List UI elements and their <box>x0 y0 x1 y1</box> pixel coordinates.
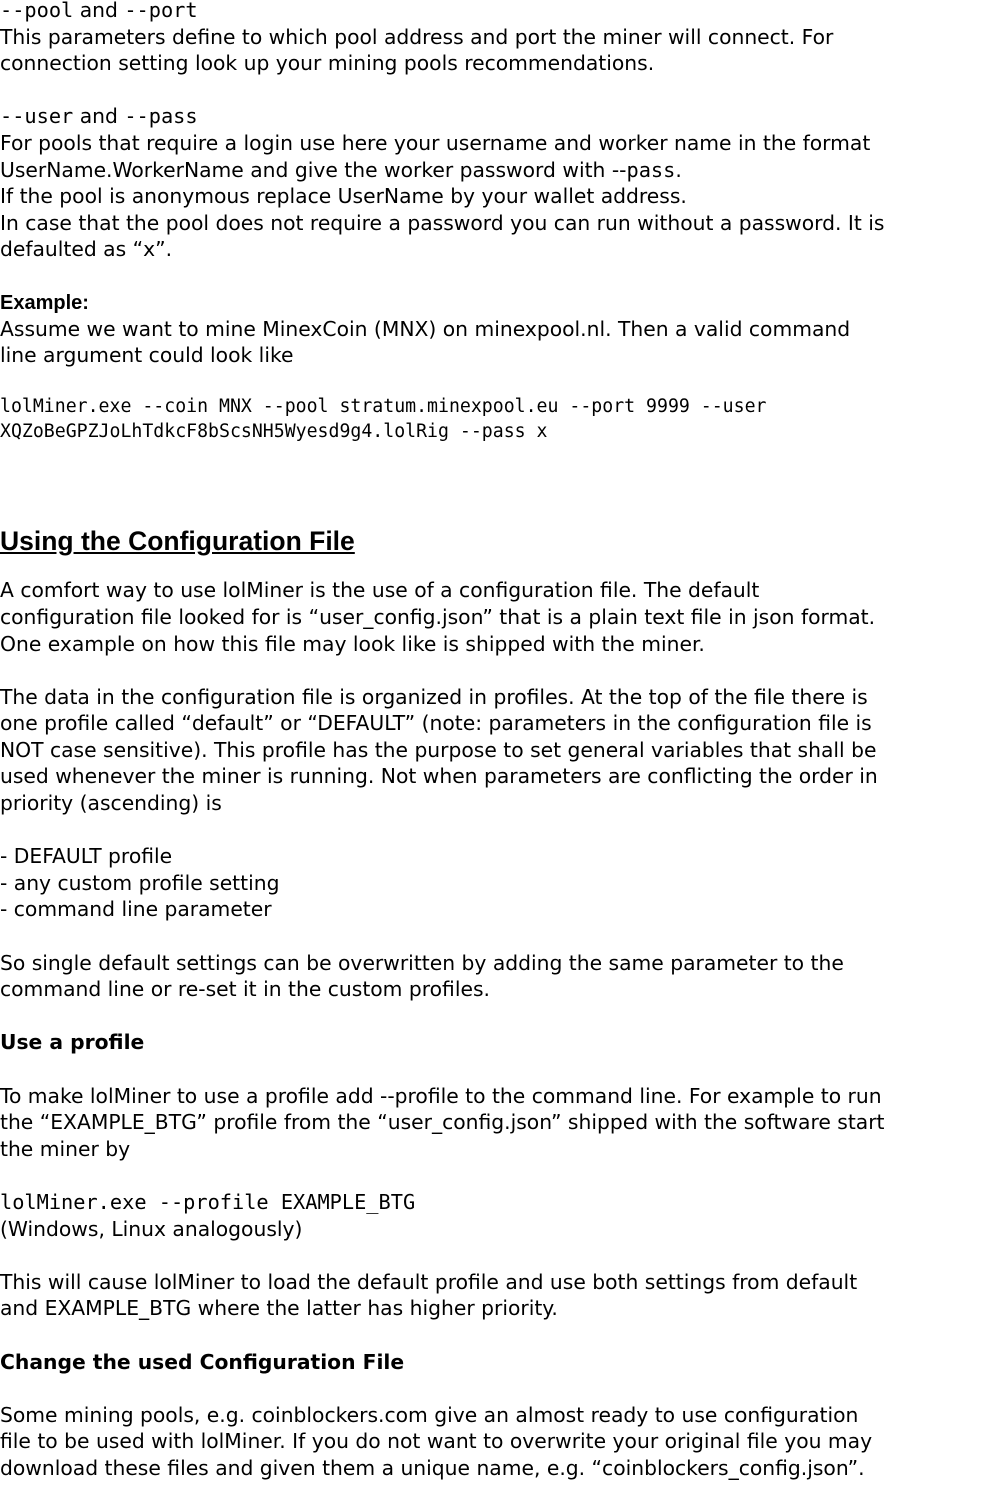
list-item: - command line parameter <box>0 897 272 922</box>
user-pass-desc-line: For pools that require a login use here your username and worker name in the format <box>0 130 871 155</box>
paragraph-line: download these files and given them a unique name, e.g. “coinblockers_config.json”. <box>0 1455 865 1480</box>
user-pass-desc-line: defaulted as “x”. <box>0 237 173 262</box>
paragraph-line: One example on how this file may look like is shipped with the miner. <box>0 631 705 656</box>
paragraph-line: So single default settings can be overwritten by adding the same parameter to the <box>0 950 844 975</box>
example-text-line: line argument could look like <box>0 343 294 368</box>
example-text-line: Assume we want to mine MinexCoin (MNX) on minexpool.nl. Then a valid command <box>0 316 851 341</box>
user-pass-desc-line: UserName.WorkerName and give the worker password with --pass. <box>0 157 682 182</box>
paragraph-line: command line or re-set it in the custom profiles. <box>0 977 490 1002</box>
pool-flag: --pool <box>0 0 74 22</box>
list-item: - any custom profile setting <box>0 870 280 895</box>
config-paragraph-3 <box>0 950 998 1003</box>
paragraph-line: This will cause lolMiner to load the default profile and use both settings from default <box>0 1269 858 1294</box>
port-flag: --port <box>124 0 198 22</box>
paragraph-line: The data in the configuration file is organized in profiles. At the top of the file there is <box>0 684 868 709</box>
user-pass-desc-line: If the pool is anonymous replace UserName by your wallet address. <box>0 184 687 209</box>
paragraph-line: and EXAMPLE_BTG where the latter has higher priority. <box>0 1296 558 1321</box>
paragraph-line: To make lolMiner to use a profile add --profile to the command line. For example to run <box>0 1083 882 1108</box>
pass-flag: --pass <box>124 104 198 129</box>
paragraph-line: one profile called “default” or “DEFAULT” (note: parameters in the configuration file is <box>0 711 872 736</box>
profile-paragraph-2 <box>0 1269 998 1322</box>
and-text: and <box>79 0 118 22</box>
paragraph-line: Some mining pools, e.g. coinblockers.com give an almost ready to use configuration <box>0 1402 859 1427</box>
pass-inline-code: pass <box>626 157 676 182</box>
paragraph-line: configuration file looked for is “user_config.json” that is a plain text file in json format. <box>0 604 876 629</box>
user-pass-term <box>0 103 998 130</box>
paragraph-line: the “EXAMPLE_BTG” profile from the “user_config.json” shipped with the software start <box>0 1110 885 1135</box>
user-flag: --user <box>0 104 74 129</box>
example-label: Example: <box>0 291 89 314</box>
paragraph-line: the miner by <box>0 1136 131 1161</box>
pool-port-desc-line: connection setting look up your mining pools recommendations. <box>0 51 655 76</box>
paragraph-line: used whenever the miner is running. Not when parameters are conflicting the order in <box>0 764 878 789</box>
example-command-line: XQZoBeGPZJoLhTdkcF8bScsNH5Wyesd9g4.lolRig --pass x <box>0 420 548 442</box>
pool-port-desc-line: This parameters define to which pool address and port the miner will connect. For <box>0 24 834 49</box>
subheading-use-profile: Use a profile <box>0 1030 145 1055</box>
paragraph-line: priority (ascending) is <box>0 791 222 816</box>
change-config-paragraph <box>0 1402 998 1482</box>
priority-list <box>0 843 998 923</box>
section-heading-config-file: Using the Configuration File <box>0 526 355 557</box>
example-command-line: lolMiner.exe --coin MNX --pool stratum.minexpool.eu --port 9999 --user <box>0 396 767 418</box>
pool-port-term <box>0 0 998 24</box>
config-paragraph-2 <box>0 684 998 817</box>
config-paragraph-1 <box>0 577 998 657</box>
paragraph-line: file to be used with lolMiner. If you do not want to overwrite your original file you may <box>0 1429 873 1454</box>
and-text: and <box>79 104 118 129</box>
list-item: - DEFAULT profile <box>0 844 173 869</box>
profile-command-note: (Windows, Linux analogously) <box>0 1216 303 1241</box>
subheading-change-config: Change the used Configuration File <box>0 1349 405 1374</box>
paragraph-line: A comfort way to use lolMiner is the use of a configuration file. The default <box>0 578 760 603</box>
paragraph-line: NOT case sensitive). This profile has the purpose to set general variables that shall be <box>0 737 877 762</box>
profile-command: lolMiner.exe --profile EXAMPLE_BTG <box>0 1189 416 1214</box>
user-pass-desc-line: In case that the pool does not require a password you can run without a password. It is <box>0 210 885 235</box>
profile-paragraph-1 <box>0 1083 998 1163</box>
